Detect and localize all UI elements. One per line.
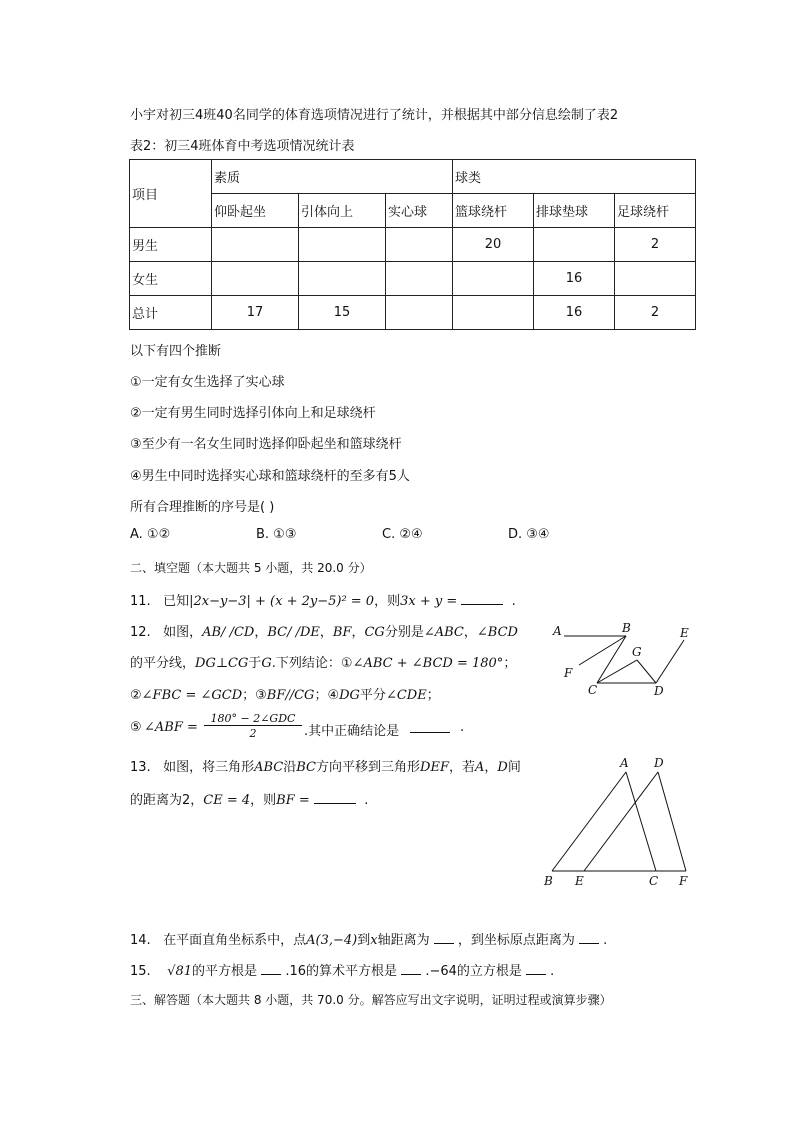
table-cell: 16 [534,262,615,296]
question-15: 15. √81的平方根是 .16的算术平方根是 .−64的立方根是 . [130,964,555,979]
table-cell [299,228,386,262]
table-cell [534,228,615,262]
question-14: 14. 在平面直角坐标系中，点A(3,−4)到x轴距离为 ，到坐标原点距离为 . [130,933,608,948]
question-13-line-2: 的距离为2，CE = 4，则BF = . [130,793,369,808]
column-header: 排球垫球 [534,194,615,228]
math-expression: 3x + y = [400,594,458,609]
answer-blank[interactable] [526,962,546,975]
inference-lead: 以下有四个推断 [130,344,222,359]
table-cell: 17 [212,296,299,330]
point-label: B [544,874,553,888]
option-b: B. ①③ [256,527,297,542]
option-d: D. ③④ [508,527,550,542]
segment-bc [597,636,626,683]
section-heading: 二、填空题（本大题共 5 小题，共 20.0 分） [130,561,372,575]
question-number: 15. [130,964,151,979]
question-number: 13. [130,760,151,775]
option-c: C. ②④ [382,527,423,542]
segment-df [658,772,686,871]
answer-blank[interactable] [434,931,454,944]
table-cell [453,262,534,296]
answer-blank[interactable] [579,931,599,944]
column-header: 仰卧起坐 [212,194,299,228]
table-row [130,228,696,262]
answer-blank[interactable] [314,791,356,804]
segment-de [584,772,658,871]
point-label: F [564,666,573,680]
segment-gd [637,660,656,683]
table-cell: 15 [299,296,386,330]
answer-blank[interactable] [410,720,450,733]
point-label: C [588,683,598,697]
point-label: C [649,874,659,888]
figure-q13 [540,755,700,890]
math-expression: |2x−y−3| + (x + 2y−5)² = 0 [189,594,375,609]
row-header: 项目 [130,160,212,228]
row-label: 男生 [130,228,212,262]
question-text: 所有合理推断的序号是( ) [130,500,275,515]
point-label: E [680,626,689,640]
fraction-numerator: 180° − 2∠GDC [204,712,302,726]
inference-item: ②一定有男生同时选择引体向上和足球绕杆 [130,406,376,421]
point-label: D [654,756,664,770]
table-cell [212,262,299,296]
table-cell [299,262,386,296]
question-number: 12. [130,625,151,640]
point-label: D [654,684,664,698]
column-header: 足球绕杆 [615,194,696,228]
question-12-line-1: 12. 如图，AB/ /CD，BC/ /DE，BF，CG分别是∠ABC，∠BCD [130,625,518,640]
question-13-line-1: 13. 如图，将三角形ABC沿BC方向平移到三角形DEF，若A，D间 [130,760,521,775]
inference-item: ①一定有女生选择了实心球 [130,375,285,390]
table-cell [386,296,453,330]
answer-blank[interactable] [261,962,281,975]
question-12-line-2: 的平分线，DG⊥CG于G.下列结论：①∠ABC + ∠BCD = 180°； [130,656,517,671]
answer-blank[interactable] [401,962,421,975]
column-header: 篮球绕杆 [453,194,534,228]
intro-text: 小宇对初三4班40名同学的体育选项情况进行了统计，并根据其中部分信息绘制了表2 [130,108,619,123]
segment-bf [579,636,626,665]
table-cell [386,262,453,296]
point-label: F [679,874,688,888]
inference-item: ③至少有一名女生同时选择仰卧起坐和篮球绕杆 [130,437,402,452]
column-header: 引体向上 [299,194,386,228]
answer-blank[interactable] [461,592,503,605]
table-cell: 16 [534,296,615,330]
segment-de [656,640,684,683]
table-cell: 20 [453,228,534,262]
point-label: A [553,624,562,638]
row-label: 总计 [130,296,212,330]
table-cell [212,228,299,262]
inference-item: ④男生中同时选择实心球和篮球绕杆的至多有5人 [130,469,410,484]
table-cell: 2 [615,296,696,330]
question-11: 11. 已知|2x−y−3| + (x + 2y−5)² = 0，则3x + y = . [130,594,516,609]
point-label: A [620,756,629,770]
column-header: 实心球 [386,194,453,228]
sqrt-expression: √81 [167,964,193,979]
table-caption: 表2：初三4班体育中考选项情况统计表 [130,139,355,154]
question-12-line-3: ②∠FBC = ∠GCD；③BF//CG；④DG平分∠CDE； [130,688,440,703]
point-label: G [632,645,642,659]
point-label: E [575,874,584,888]
option-a: A. ①② [130,527,171,542]
table-cell: 2 [615,228,696,262]
figure-q12 [550,620,700,700]
table-cell [386,228,453,262]
stats-table [129,159,696,330]
segment-ab [552,772,626,871]
fraction-denominator: 2 [249,727,257,740]
section-heading: 三、解答题（本大题共 8 小题，共 70.0 分。解答应写出文字说明，证明过程或演算步骤） [130,993,612,1007]
question-number: 14. [130,933,151,948]
question-number: 11. [130,594,151,609]
segment-cg [597,660,637,683]
group-header-quality: 素质 [212,160,453,194]
table-cell [453,296,534,330]
table-row [130,296,696,330]
table-cell [615,262,696,296]
table-row [130,262,696,296]
fraction [204,712,302,741]
segment-ac [626,772,656,871]
row-label: 女生 [130,262,212,296]
group-header-ball: 球类 [453,160,696,194]
point-label: B [622,621,631,635]
